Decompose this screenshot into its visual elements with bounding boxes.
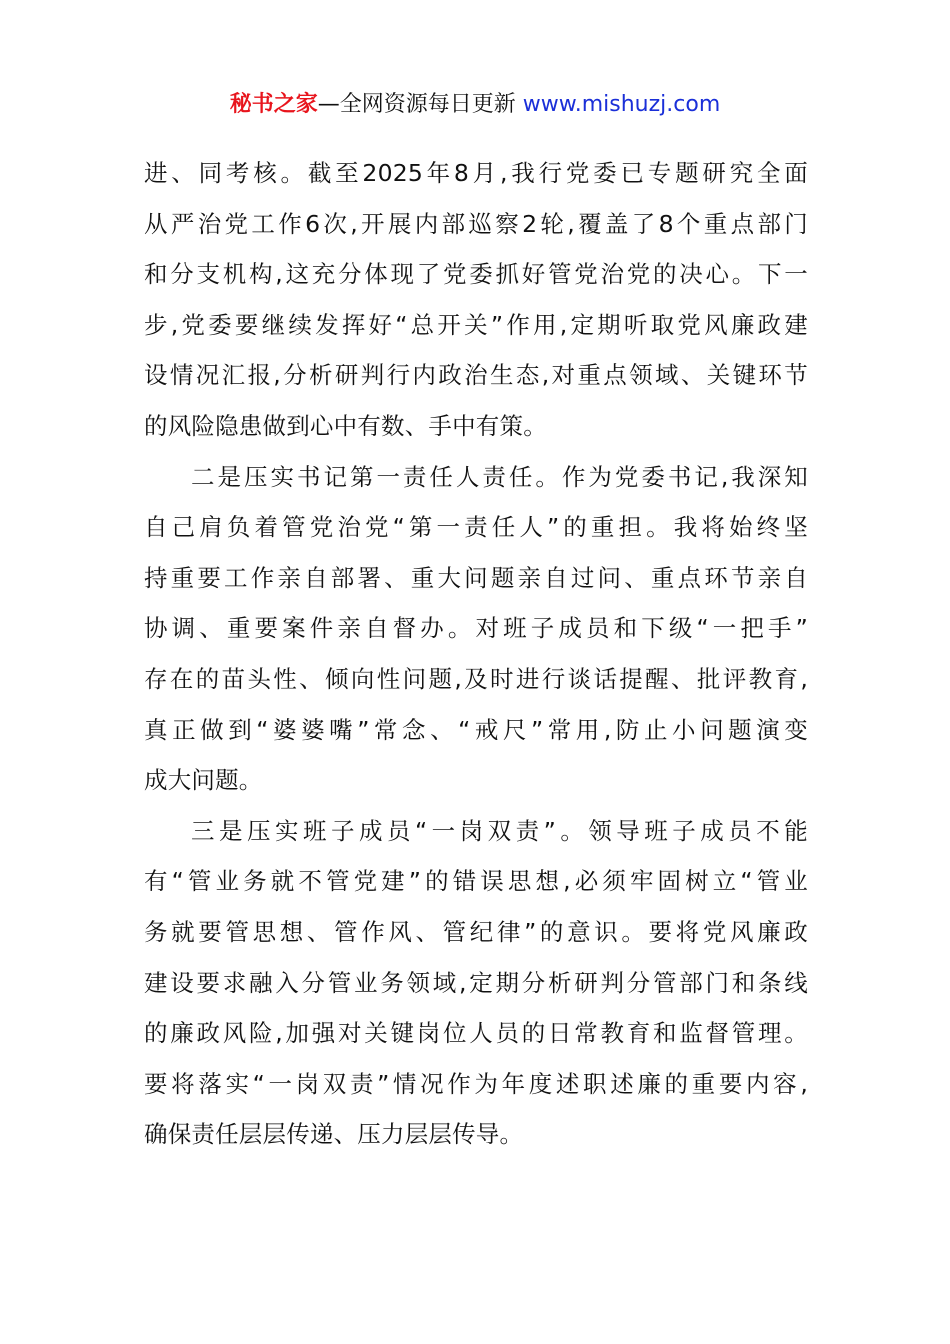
paragraph-line: 从严治党工作6次,开展内部巡察2轮,覆盖了8个重点部门 bbox=[144, 209, 808, 238]
paragraph-line: 的廉政风险,加强对关键岗位人员的日常教育和监督管理。 bbox=[144, 1019, 808, 1048]
body-text bbox=[144, 148, 808, 1160]
paragraph-line: 确保责任层层传递、压力层层传导。 bbox=[144, 1120, 524, 1149]
paragraph-line: 的风险隐患做到心中有数、手中有策。 bbox=[144, 411, 547, 440]
paragraph-line: 和分支机构,这充分体现了党委抓好管党治党的决心。下一 bbox=[144, 260, 808, 289]
paragraph-line: 自己肩负着管党治党“第一责任人”的重担。我将始终坚 bbox=[144, 513, 808, 542]
paragraph-line: 设情况汇报,分析研判行内政治生态,对重点领域、关键环节 bbox=[144, 361, 808, 390]
paragraph-line: 务就要管思想、管作风、管纪律”的意识。要将党风廉政 bbox=[144, 917, 808, 946]
paragraph-line: 持重要工作亲自部署、重大问题亲自过问、重点环节亲自 bbox=[144, 563, 808, 592]
paragraph-line: 协调、重要案件亲自督办。对班子成员和下级“一把手” bbox=[144, 614, 808, 643]
paragraph-line: 要将落实“一岗双责”情况作为年度述职述廉的重要内容, bbox=[144, 1069, 808, 1098]
paragraph-line: 建设要求融入分管业务领域,定期分析研判分管部门和条线 bbox=[144, 968, 808, 997]
paragraph-line: 存在的苗头性、倾向性问题,及时进行谈话提醒、批评教育, bbox=[144, 664, 808, 693]
header-site-link[interactable]: www.mishuzj.com bbox=[522, 92, 721, 117]
paragraph-line: 三是压实班子成员“一岗双责”。领导班子成员不能 bbox=[191, 816, 808, 845]
page-header bbox=[0, 88, 950, 122]
paragraph-line: 有“管业务就不管党建”的错误思想,必须牢固树立“管业 bbox=[144, 867, 808, 896]
header-tagline: —全网资源每日更新 bbox=[317, 92, 516, 117]
paragraph-2 bbox=[144, 452, 808, 806]
paragraph-3 bbox=[144, 806, 808, 1160]
paragraph-line: 成大问题。 bbox=[144, 766, 263, 795]
paragraph-line: 二是压实书记第一责任人责任。作为党委书记,我深知 bbox=[191, 462, 808, 491]
header-brand: 秘书之家 bbox=[229, 92, 318, 117]
paragraph-line: 进、同考核。截至2025年8月,我行党委已专题研究全面 bbox=[144, 159, 808, 187]
paragraph-line: 真正做到“婆婆嘴”常念、“戒尺”常用,防止小问题演变 bbox=[144, 715, 808, 744]
paragraph-1 bbox=[144, 148, 808, 452]
paragraph-line: 步,党委要继续发挥好“总开关”作用,定期听取党风廉政建 bbox=[144, 310, 808, 339]
